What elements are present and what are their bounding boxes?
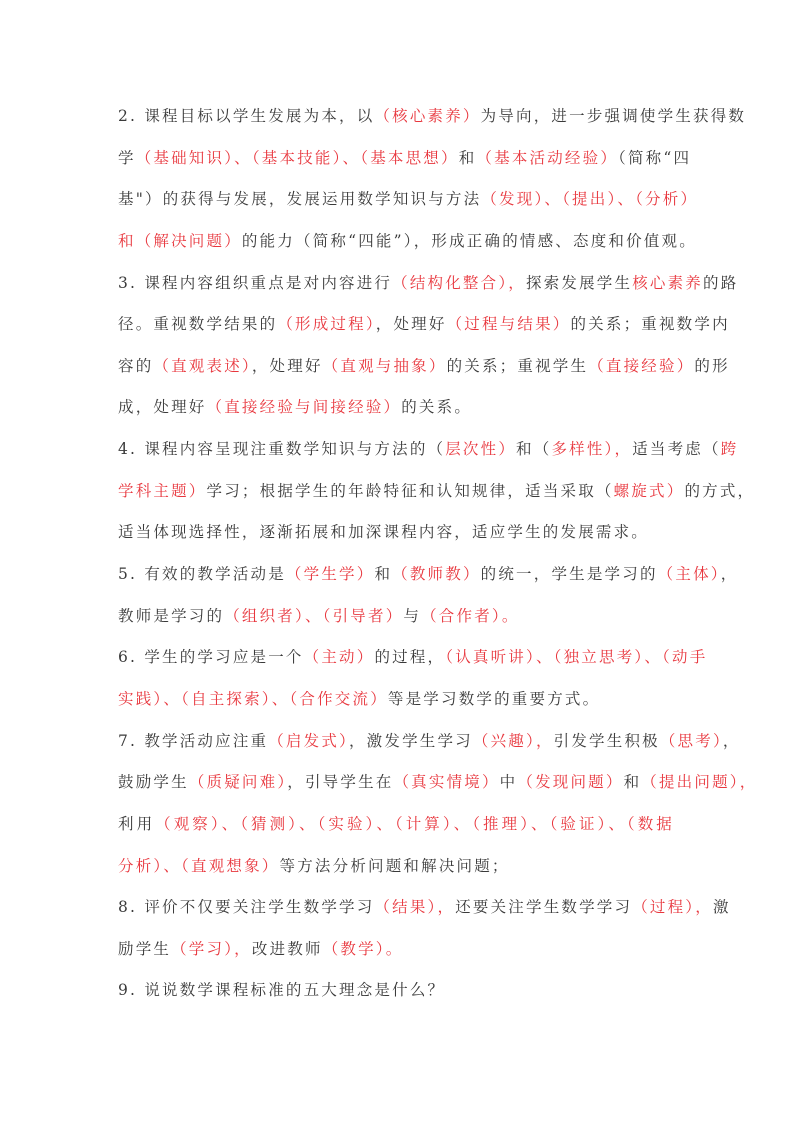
body-text: ， bbox=[720, 565, 739, 584]
line-text bbox=[118, 346, 730, 388]
highlighted-answer: （直接经验与间接经验） bbox=[206, 398, 402, 417]
highlighted-answer: （真实情境） bbox=[393, 773, 500, 792]
body-text: 教师是学习的 bbox=[118, 606, 225, 625]
body-text: ，处理好 bbox=[251, 356, 323, 375]
highlighted-answer: （直接经验） bbox=[588, 356, 695, 375]
text-line bbox=[118, 387, 674, 429]
text-line bbox=[118, 346, 730, 388]
line-text bbox=[118, 263, 739, 305]
body-text: 探索发展学生 bbox=[525, 273, 633, 292]
text-line bbox=[118, 96, 747, 138]
highlighted-answer: （合作者）。 bbox=[421, 606, 520, 625]
highlighted-answer: （核心素养） bbox=[374, 107, 481, 125]
body-text: 适当体现选择性，逐渐拓展和加深课程内容，适应学生的发展需求。 bbox=[118, 523, 650, 542]
highlighted-answer: （组织者）、（引导者） bbox=[224, 606, 404, 625]
line-text bbox=[118, 138, 692, 180]
body-text: 的形 bbox=[694, 356, 730, 375]
body-text: 的过程， bbox=[374, 648, 446, 667]
highlighted-answer: （提出问题）， bbox=[641, 773, 758, 792]
body-text: 为导向，进一步强调使学生获得数 bbox=[480, 107, 747, 125]
highlighted-answer: （质疑问难） bbox=[188, 773, 288, 792]
highlighted-answer: （主动） bbox=[303, 648, 375, 667]
highlighted-answer: （发现问题） bbox=[517, 773, 624, 792]
body-text: 鼓励学生 bbox=[118, 773, 189, 792]
highlighted-answer: （发现）、（提出）、（分析） bbox=[481, 190, 699, 209]
body-text: 学习；根据学生的年龄特征和认知规律，适当采取（ bbox=[206, 481, 614, 500]
highlighted-answer: 跨 bbox=[720, 440, 739, 459]
body-text: 等是学习数学的重要方式。 bbox=[387, 689, 601, 708]
body-text: 4. 课程内容呈现注重数学知识与方法的（ bbox=[118, 440, 446, 459]
line-text bbox=[118, 762, 758, 804]
highlighted-answer: （直观表述） bbox=[153, 356, 252, 375]
text-line bbox=[118, 304, 730, 346]
paragraph-item-8 bbox=[118, 887, 731, 970]
body-text: 和 bbox=[623, 773, 642, 792]
body-text: 的能力（简称“四能”），形成正确的情感、态度和价值观。 bbox=[241, 231, 697, 250]
body-text: 学 bbox=[118, 148, 136, 167]
line-text bbox=[118, 596, 520, 638]
body-text: 的方式， bbox=[684, 481, 756, 500]
highlighted-answer: 层次性） bbox=[445, 440, 517, 459]
text-line bbox=[118, 804, 674, 846]
line-text bbox=[118, 679, 600, 721]
body-text: 和 bbox=[458, 148, 477, 167]
body-text: 8. 评价不仅要关注学生数学学习 bbox=[118, 898, 375, 917]
text-line bbox=[118, 637, 708, 679]
line-text bbox=[118, 970, 445, 1012]
line-text bbox=[118, 512, 649, 554]
body-text: 2. 课程目标以学生发展为本，以 bbox=[118, 107, 375, 125]
body-text: 的关系。 bbox=[401, 398, 473, 417]
text-line bbox=[118, 512, 674, 554]
body-text: ，处理好 bbox=[375, 315, 447, 334]
body-text: （简称“四 bbox=[618, 148, 692, 167]
body-text: 中 bbox=[499, 773, 518, 792]
highlighted-answer: （直观与抽象） bbox=[322, 356, 447, 375]
body-text: 成，处理好 bbox=[118, 398, 207, 417]
highlighted-answer: （认真听讲）、（独立思考）、（动手 bbox=[445, 648, 708, 667]
text-line bbox=[118, 263, 739, 305]
paragraph-item-9 bbox=[118, 970, 674, 1012]
body-text: 引发学生积极 bbox=[553, 731, 660, 750]
highlighted-answer: （教学）。 bbox=[322, 939, 404, 958]
body-text: 等方法分析问题和解决问题； bbox=[279, 856, 510, 875]
highlighted-answer: （启发式） bbox=[268, 731, 349, 750]
line-text bbox=[118, 804, 674, 846]
text-line bbox=[118, 887, 731, 929]
line-text bbox=[118, 846, 510, 888]
body-text: ，激发学生学习 bbox=[348, 731, 473, 750]
line-text bbox=[118, 887, 731, 929]
highlighted-answer: （形成过程） bbox=[277, 315, 376, 334]
line-text bbox=[118, 637, 708, 679]
line-text bbox=[118, 429, 739, 471]
highlighted-answer: 螺旋式） bbox=[613, 481, 685, 500]
highlighted-answer: （基本活动经验） bbox=[476, 148, 619, 167]
highlighted-answer: 实践）、（自主探索）、（合作交流） bbox=[118, 689, 388, 708]
body-text: 和 bbox=[374, 565, 393, 584]
text-line bbox=[118, 679, 674, 721]
highlighted-answer: （思考） bbox=[659, 731, 723, 750]
line-text bbox=[118, 179, 699, 221]
text-line bbox=[118, 554, 739, 596]
highlighted-answer: （学习）， bbox=[171, 939, 252, 958]
paragraph-item-3 bbox=[118, 263, 739, 430]
text-line bbox=[118, 221, 697, 263]
highlighted-answer: （基础知识）、（基本技能）、（基本思想） bbox=[135, 148, 459, 167]
text-line bbox=[118, 429, 739, 471]
line-text bbox=[118, 554, 739, 596]
highlighted-answer: （兴趣）， bbox=[472, 731, 554, 750]
body-text: 适当考虑（ bbox=[632, 440, 721, 459]
text-line bbox=[118, 929, 674, 971]
body-text: 基"）的获得与发展，发展运用数学知识与方法 bbox=[118, 190, 482, 209]
body-text: ，引导学生在 bbox=[287, 773, 394, 792]
paragraph-item-7 bbox=[118, 721, 758, 888]
body-text: 激 bbox=[712, 898, 731, 917]
body-text: 6. 学生的学习应是一个 bbox=[118, 648, 304, 667]
text-line bbox=[118, 846, 674, 888]
text-line bbox=[118, 471, 756, 513]
body-text: 改进教师 bbox=[251, 939, 323, 958]
body-text: 的统一，学生是学习的 bbox=[480, 565, 658, 584]
paragraph-item-5 bbox=[118, 554, 739, 637]
body-text: 5. 有效的教学活动是 bbox=[118, 565, 286, 584]
highlighted-answer: （教师教） bbox=[392, 565, 481, 584]
highlighted-answer: 和（解决问题） bbox=[118, 231, 242, 250]
highlighted-answer: 分析）、（直观想象） bbox=[118, 856, 280, 875]
line-text bbox=[118, 471, 756, 513]
body-text: 和（ bbox=[516, 440, 552, 459]
text-line bbox=[118, 138, 692, 180]
text-line bbox=[118, 179, 699, 221]
line-text bbox=[118, 304, 730, 346]
body-text: ， bbox=[722, 731, 741, 750]
highlighted-answer: （观察）、（猜测）、（实验）、（计算）、（推理）、（验证）、（数据 bbox=[155, 814, 674, 833]
line-text bbox=[118, 96, 747, 138]
text-line bbox=[118, 596, 674, 638]
body-text: 还要关注学生数学学习 bbox=[455, 898, 633, 917]
highlighted-answer: 学科主题） bbox=[118, 481, 207, 500]
body-text: 的路 bbox=[703, 273, 739, 292]
body-text: 的关系；重视数学内 bbox=[570, 315, 730, 334]
body-text: 的关系；重视学生 bbox=[446, 356, 589, 375]
line-text bbox=[118, 929, 403, 971]
highlighted-answer: （结果）， bbox=[374, 898, 456, 917]
body-text: 容的 bbox=[118, 356, 154, 375]
highlighted-answer: （学生学） bbox=[285, 565, 375, 584]
body-text: 3. 课程内容组织重点是对内容进行 bbox=[118, 273, 393, 292]
body-text: 利用 bbox=[118, 814, 156, 833]
highlighted-answer: 核心素养 bbox=[632, 273, 703, 292]
body-text: 径。重视数学结果的 bbox=[118, 315, 278, 334]
line-text bbox=[118, 721, 741, 763]
highlighted-answer: （过程与结果） bbox=[446, 315, 571, 334]
body-text: 7. 教学活动应注重 bbox=[118, 731, 269, 750]
highlighted-answer: （结构化整合）， bbox=[392, 273, 526, 292]
text-line bbox=[118, 721, 741, 763]
line-text bbox=[118, 387, 472, 429]
text-line bbox=[118, 762, 758, 804]
paragraph-item-6 bbox=[118, 637, 708, 720]
body-text: 9. 说说数学课程标准的五大理念是什么？ bbox=[118, 981, 446, 1000]
highlighted-answer: （主体） bbox=[657, 565, 721, 584]
paragraph-item-4 bbox=[118, 429, 756, 554]
paragraph-item-2 bbox=[118, 96, 747, 263]
body-text: 与 bbox=[403, 606, 422, 625]
body-text: 励学生 bbox=[118, 939, 172, 958]
text-line bbox=[118, 970, 674, 1012]
highlighted-answer: 多样性）， bbox=[551, 440, 633, 459]
line-text bbox=[118, 221, 697, 263]
highlighted-answer: （过程）， bbox=[632, 898, 713, 917]
document-page bbox=[118, 96, 758, 1012]
